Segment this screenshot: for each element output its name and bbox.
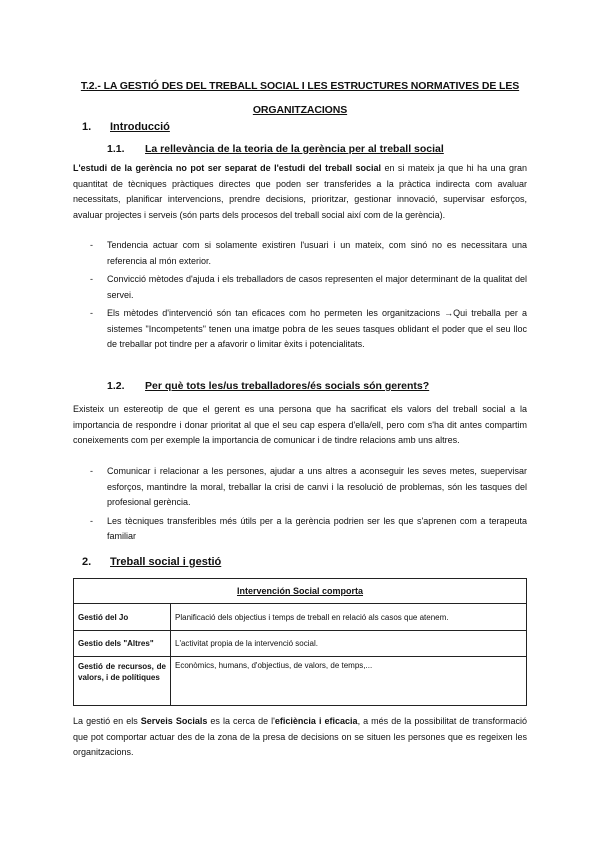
subsection-1-2-number: 1.2. bbox=[107, 380, 125, 392]
subsection-1-2-title: Per què tots les/us treballadores/és socials són gerents? bbox=[145, 380, 430, 392]
intervention-table bbox=[73, 578, 527, 706]
row-value: Planificació dels objectius i temps de treball en relació als casos que atenem. bbox=[171, 604, 527, 631]
eficiencia-bold: eficiència i eficacia bbox=[274, 716, 358, 726]
section-2-number: 2. bbox=[82, 556, 92, 568]
intro-paragraph bbox=[73, 161, 527, 223]
row-value: Econòmics, humans, d'objectius, de valors, de temps,... bbox=[171, 657, 527, 706]
serveis-socials-bold: Serveis Socials bbox=[140, 716, 208, 726]
list-item: - Convicció mètodes d'ajuda i els treballadors de casos representen el major determinant de la qualitat del servei. bbox=[90, 274, 527, 300]
list-item: - Les tècniques transferibles més útils per a la gerència podrien ser les que s'aprenen com a terapeuta familiar bbox=[90, 515, 527, 541]
bullet-list-1-2 bbox=[90, 464, 527, 548]
table-row bbox=[74, 604, 527, 631]
row-label: Gestio dels "Altres" bbox=[74, 631, 171, 657]
section-2-heading bbox=[82, 556, 482, 570]
gestio-paragraph: La gestió en els Serveis Socials es la cerca de l'eficiència i eficacia, a més de la possibilitat de transformació que pot comportar actuar des de la zona de la presa de decisions on se situen les persones que es regeixen les organitzacions. bbox=[73, 716, 528, 757]
subsection-1-1-number: 1.1. bbox=[107, 143, 125, 155]
document-title: T.2.- LA GESTIÓ DES DEL TREBALL SOCIAL I LES ESTRUCTURES NORMATIVES DE LES ORGANITZACIONS bbox=[80, 80, 520, 116]
list-item: - Comunicar i relacionar a les persones, ajudar a uns altres a aconseguir les seves metes, suepervisar esforços, mantindre la moral, treballar la crisi de canvi i la resolució de problemas, són les tasques del profesional gerència. bbox=[90, 466, 527, 507]
subsection-1-1-title: La rellevància de la teoria de la gerència per al treball social bbox=[145, 143, 444, 155]
row-label: Gestió del Jo bbox=[74, 604, 171, 631]
section-1-heading bbox=[82, 121, 482, 135]
row-value: L'activitat propia de la intervenció social. bbox=[171, 631, 527, 657]
section-2-title: Treball social i gestió bbox=[110, 556, 222, 568]
row-label: Gestió de recursos, de valors, i de polítiques bbox=[74, 657, 171, 706]
list-item: - Els mètodes d'intervenció són tan eficaces com ho permeten les organitzacions →Qui treballa per a sistemes "Incompetents" tenen una imatge pobra de les seues tasques oblidant el poder que el seu lloc de treballar pot tindre per a afavorir o limitar èxits i potencialitats. bbox=[90, 308, 527, 349]
intro-bold-phrase: L'estudi de la gerència no pot ser separat de l'estudi del treball social bbox=[73, 163, 382, 173]
section-1-number: 1. bbox=[82, 121, 92, 133]
subsection-1-1-heading bbox=[107, 143, 527, 157]
intro-text: en si mateix ja que hi ha una gran quantitat de tècniques pràctiques directes que poden ser transferides a la pràctica indirecta com avaluar necessitats, planificar intervencions, prendre decisions, prioritzar, gestionar innovació, supervisar esforços, avaluar projectes i serveis (són parts dels procesos del treball social així com de la gerència). bbox=[73, 163, 527, 220]
subsection-1-2-heading bbox=[107, 380, 527, 394]
list-item: - Tendencia actuar com si solamente existiren l'usuari i un mateix, com sinó no es necessitara una referencia al món exterior. bbox=[90, 240, 527, 266]
table-row bbox=[74, 631, 527, 657]
bullet-list-1-1 bbox=[90, 238, 527, 356]
gerent-paragraph: Existeix un estereotip de que el gerent es una persona que ha sacrificat els valors del treball social a la importancia de respondre i donar prioritat al que el seu cap espera d'ella/ell, pero com s'ha dit antes compartim coneixements com per exemple la importancia de comunicar i de tindre relacions amb uns altres. bbox=[73, 404, 527, 445]
table-row bbox=[74, 657, 527, 706]
section-1-title: Introducció bbox=[110, 121, 170, 133]
table-header: Intervención Social comporta bbox=[74, 579, 527, 604]
